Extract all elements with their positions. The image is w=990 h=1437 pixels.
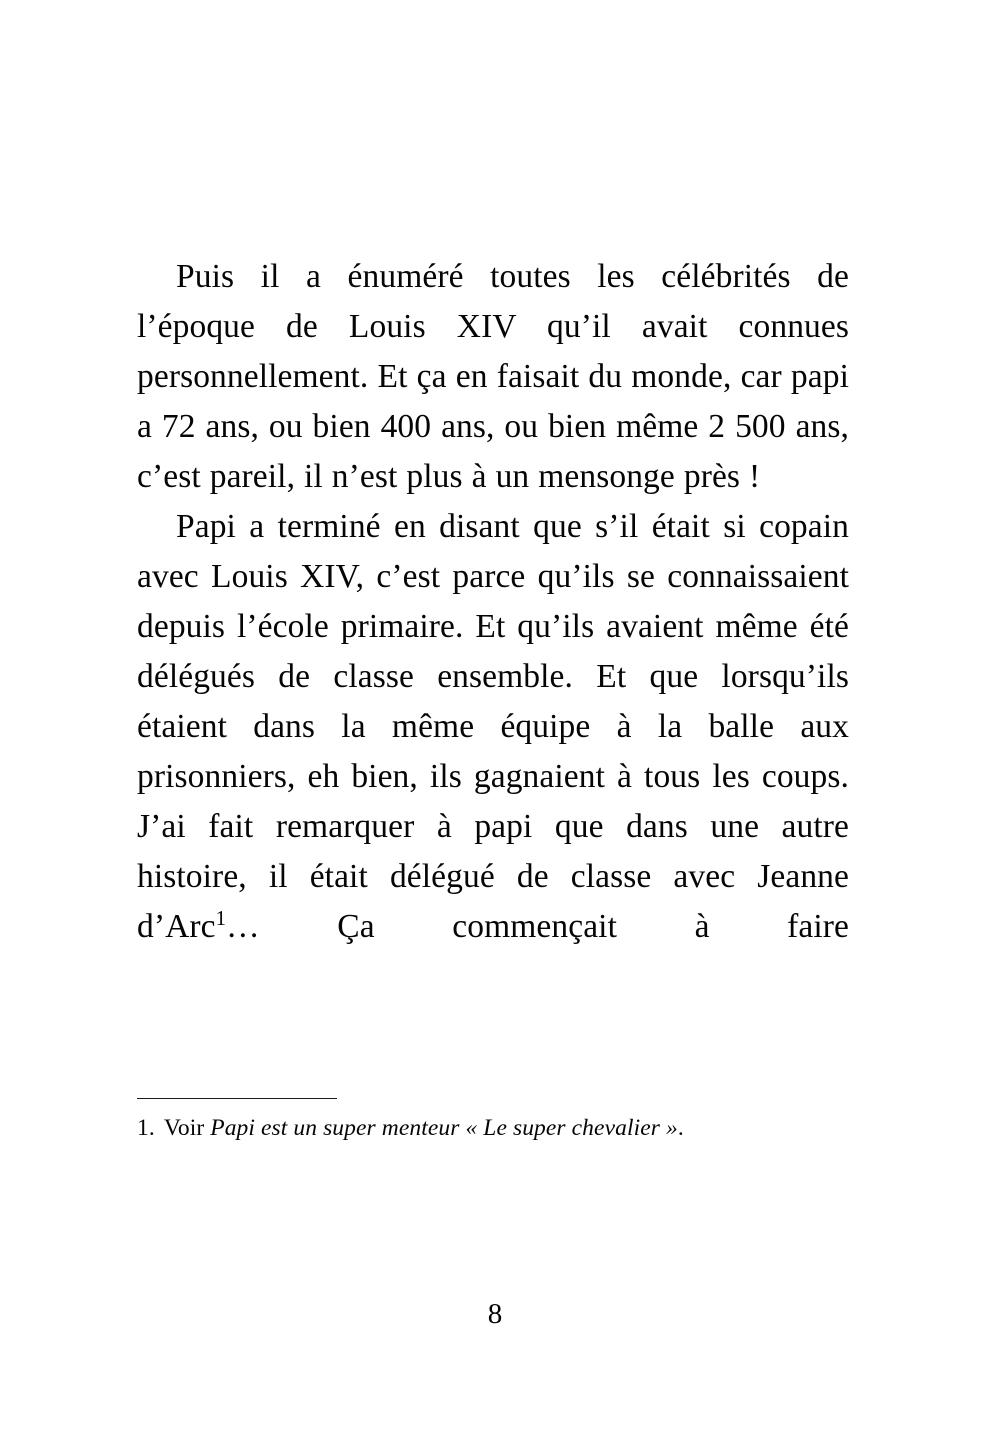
footnote-separator-rule [137, 1098, 337, 1099]
footnote-lead-text: Voir [163, 1115, 211, 1141]
paragraph-1: Puis il a énuméré toutes les célébrités de l’époque de Louis XIV qu’il avait connues personnellement. Et ça en faisait du monde, car papi a 72 ans, ou bien 400 ans, ou bien même 2 500 ans, c’est pareil, il n’est plus à un mensonge près ! [137, 258, 849, 495]
footnote-chapter-open-guillemet: « [465, 1115, 484, 1141]
page-number: 8 [487, 1298, 503, 1330]
footnote-work-title: Papi est un super menteur [210, 1115, 460, 1141]
paragraph-2-text-after-footnote-ref: … Ça commençait à faire [226, 908, 849, 945]
body-text-block [137, 252, 849, 952]
footnote-1 [137, 1113, 849, 1143]
paragraph-2-text-before-footnote-ref: Papi a terminé en disant que s’il était si copain avec Louis XIV, c’est parce qu’ils se connaissaient depuis l’école primaire. Et qu’ils avaient même été délégués de classe ensemble. Et que lorsqu’ils étaient dans la même équipe à la balle aux prisonniers, eh bien, ils gagnaient à tous les coups. J’ai fait remarquer à papi que dans une autre histoire, il était délégué de classe avec Jeanne d’Arc [137, 508, 849, 945]
footnote-reference-marker[interactable]: 1 [215, 906, 227, 930]
footnote-chapter-close-guillemet: » [659, 1115, 678, 1141]
footnote-number: 1. [137, 1115, 155, 1141]
paragraph-2 [137, 502, 849, 952]
footnote-chapter-title: Le super chevalier [483, 1115, 660, 1141]
footnote-area [137, 1098, 849, 1143]
footnote-terminator: . [677, 1115, 684, 1141]
